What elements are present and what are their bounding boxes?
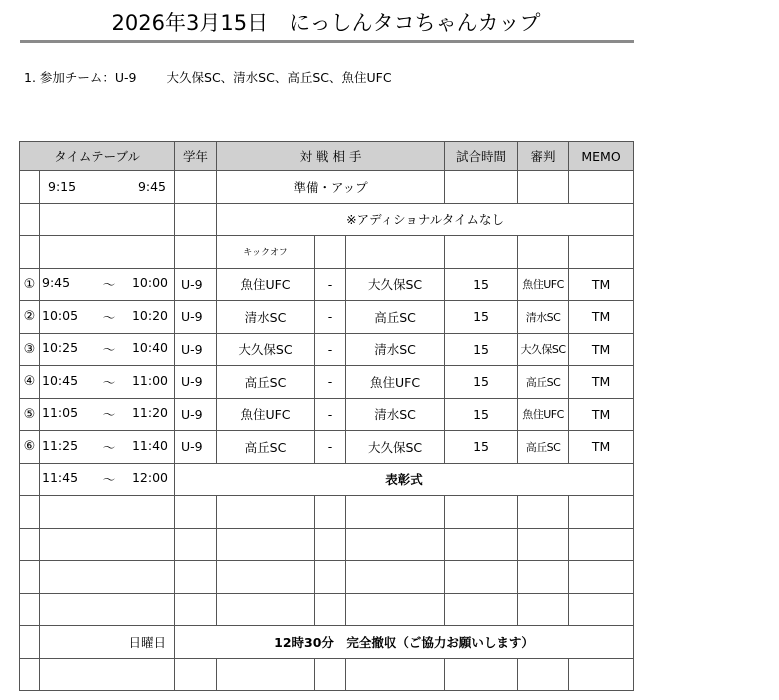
prep-start: 9:15 xyxy=(48,179,77,195)
match-duration: 15 xyxy=(445,366,518,399)
away-team: 清水SC xyxy=(346,333,445,366)
away-team: 高丘SC xyxy=(346,301,445,334)
ceremony-label: 表彰式 xyxy=(175,463,634,496)
away-team: 魚住UFC xyxy=(346,366,445,399)
time-separator: ～ xyxy=(102,374,116,390)
match-duration: 15 xyxy=(445,333,518,366)
match-start-time: 10:45 xyxy=(42,372,79,388)
match-end-time: 10:20 xyxy=(131,307,169,323)
match-row xyxy=(20,301,634,334)
match-referee: 高丘SC xyxy=(518,431,569,464)
match-referee: 清水SC xyxy=(518,301,569,334)
match-grade: U-9 xyxy=(175,268,217,301)
empty-row xyxy=(20,528,634,561)
match-number: ⑥ xyxy=(20,431,40,464)
kickoff-row xyxy=(20,236,634,269)
match-memo: TM xyxy=(569,431,634,464)
match-referee: 大久保SC xyxy=(518,333,569,366)
match-memo: TM xyxy=(569,268,634,301)
away-team: 大久保SC xyxy=(346,268,445,301)
teardown-notice: 12時30分 完全撤収（ご協力お願いします） xyxy=(175,626,634,659)
time-separator: ～ xyxy=(102,407,116,423)
match-row xyxy=(20,366,634,399)
time-separator: ～ xyxy=(102,342,116,358)
match-row xyxy=(20,333,634,366)
match-number: ① xyxy=(20,268,40,301)
match-referee: 魚住UFC xyxy=(518,268,569,301)
away-team: 清水SC xyxy=(346,398,445,431)
header-timetable: タイムテーブル xyxy=(20,142,175,171)
home-team: 魚住UFC xyxy=(217,398,315,431)
page-title: 2026年3月15日 にっしんタコちゃんカップ xyxy=(111,11,541,35)
participants-teams: 大久保SC、清水SC、高丘SC、魚住UFC xyxy=(166,70,392,85)
versus-dash: - xyxy=(315,301,346,334)
versus-dash: - xyxy=(315,398,346,431)
match-row xyxy=(20,268,634,301)
match-grade: U-9 xyxy=(175,366,217,399)
match-memo: TM xyxy=(569,366,634,399)
match-duration: 15 xyxy=(445,431,518,464)
header-opponent: 対 戦 相 手 xyxy=(217,142,445,171)
match-number: ④ xyxy=(20,366,40,399)
match-referee: 高丘SC xyxy=(518,366,569,399)
participants-line xyxy=(24,70,392,86)
header-grade: 学年 xyxy=(175,142,217,171)
ceremony-tilde: ～ xyxy=(102,472,116,488)
ceremony-start: 11:45 xyxy=(42,470,79,486)
match-duration: 15 xyxy=(445,301,518,334)
empty-row xyxy=(20,658,634,691)
match-number: ③ xyxy=(20,333,40,366)
home-team: 高丘SC xyxy=(217,366,315,399)
match-grade: U-9 xyxy=(175,301,217,334)
match-memo: TM xyxy=(569,301,634,334)
weekday-row xyxy=(20,626,634,659)
away-team: 大久保SC xyxy=(346,431,445,464)
time-separator: ～ xyxy=(102,309,116,325)
header-referee: 審判 xyxy=(518,142,569,171)
match-start-time: 9:45 xyxy=(42,275,71,291)
prep-label: 準備・アップ xyxy=(217,171,445,204)
versus-dash: - xyxy=(315,333,346,366)
empty-row xyxy=(20,593,634,626)
versus-dash: - xyxy=(315,431,346,464)
time-separator: ～ xyxy=(102,277,116,293)
match-number: ⑤ xyxy=(20,398,40,431)
empty-row xyxy=(20,496,634,529)
match-end-time: 11:20 xyxy=(131,405,169,421)
weekday-label: 日曜日 xyxy=(40,626,175,659)
title-underline xyxy=(20,40,634,43)
prep-end: 9:45 xyxy=(137,179,167,195)
schedule-table xyxy=(19,141,634,691)
home-team: 高丘SC xyxy=(217,431,315,464)
match-duration: 15 xyxy=(445,398,518,431)
note-row xyxy=(20,203,634,236)
match-start-time: 11:05 xyxy=(42,405,79,421)
match-grade: U-9 xyxy=(175,333,217,366)
kickoff-label: キックオフ xyxy=(217,236,315,269)
empty-row xyxy=(20,561,634,594)
home-team: 大久保SC xyxy=(217,333,315,366)
versus-dash: - xyxy=(315,268,346,301)
ceremony-end: 12:00 xyxy=(131,470,169,486)
participants-label: 1. 参加チーム：U-9 xyxy=(24,70,137,85)
match-start-time: 10:05 xyxy=(42,307,79,323)
match-row xyxy=(20,398,634,431)
match-number: ② xyxy=(20,301,40,334)
match-duration: 15 xyxy=(445,268,518,301)
header-row xyxy=(20,142,634,171)
match-row xyxy=(20,431,634,464)
match-memo: TM xyxy=(569,333,634,366)
ceremony-row xyxy=(20,463,634,496)
match-end-time: 10:40 xyxy=(131,340,169,356)
match-end-time: 11:40 xyxy=(131,437,169,453)
match-memo: TM xyxy=(569,398,634,431)
match-start-time: 11:25 xyxy=(42,437,79,453)
time-separator: ～ xyxy=(102,439,116,455)
versus-dash: - xyxy=(315,366,346,399)
header-memo: MEMO xyxy=(569,142,634,171)
match-grade: U-9 xyxy=(175,431,217,464)
header-duration: 試合時間 xyxy=(445,142,518,171)
match-grade: U-9 xyxy=(175,398,217,431)
match-end-time: 11:00 xyxy=(131,372,169,388)
match-end-time: 10:00 xyxy=(131,275,169,291)
home-team: 清水SC xyxy=(217,301,315,334)
home-team: 魚住UFC xyxy=(217,268,315,301)
prep-row xyxy=(20,171,634,204)
no-additional-time-note: ※アディショナルタイムなし xyxy=(217,203,634,236)
match-start-time: 10:25 xyxy=(42,340,79,356)
match-referee: 魚住UFC xyxy=(518,398,569,431)
